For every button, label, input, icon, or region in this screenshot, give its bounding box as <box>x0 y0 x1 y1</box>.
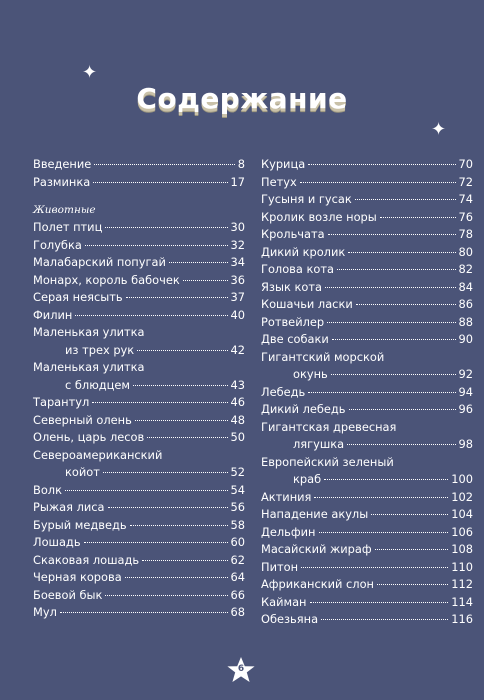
toc-entry-title: Боевой бык <box>33 587 103 602</box>
dot-leader <box>300 182 456 183</box>
dot-leader <box>337 269 456 270</box>
toc-entry-title: Обезьяна <box>261 612 319 626</box>
toc-entry-title: Голубка <box>33 237 82 252</box>
toc-entry-page: 104 <box>451 507 473 521</box>
toc-entry-page: 114 <box>451 594 473 609</box>
dot-leader <box>328 234 456 235</box>
star-icon: ✦ <box>431 119 447 140</box>
toc-entry <box>33 359 245 394</box>
toc-entry-title: Гигантский морской <box>261 349 385 364</box>
dot-leader <box>314 497 448 498</box>
toc-entry-title: Европейский зеленый <box>261 454 394 469</box>
toc-entry-title: Кошачьи ласки <box>261 297 353 311</box>
toc-entry-page: 98 <box>458 437 473 451</box>
toc-entry-title: Кролик возле норы <box>261 209 377 224</box>
toc-entry-title-continued: краб <box>293 472 322 486</box>
toc-entry <box>261 314 473 332</box>
toc-entry-title: Рыжая лиса <box>33 500 105 514</box>
toc-entry <box>261 559 473 577</box>
dot-leader <box>319 532 449 533</box>
toc-entry-page: 70 <box>458 157 473 171</box>
dot-leader <box>321 619 448 620</box>
toc-entry-title: Североамериканский <box>33 447 163 462</box>
toc-entry-page: 8 <box>237 157 245 171</box>
toc-entry-title: Курица <box>261 157 306 171</box>
contents-left-column <box>33 156 245 622</box>
toc-entry-title: Бурый медведь <box>33 517 127 532</box>
toc-entry <box>33 499 245 517</box>
dot-leader <box>183 280 228 281</box>
toc-entry <box>261 506 473 524</box>
dot-leader <box>135 420 228 421</box>
toc-entry <box>33 517 245 535</box>
dot-leader <box>75 315 227 316</box>
toc-entry-title: Дикий кролик <box>261 244 346 259</box>
dot-leader <box>380 217 456 218</box>
dot-leader <box>356 304 456 305</box>
toc-entry-page: 40 <box>230 307 245 322</box>
toc-entry <box>261 349 473 384</box>
toc-entry-page: 52 <box>230 465 245 479</box>
toc-entry <box>33 552 245 570</box>
toc-entry <box>261 454 473 489</box>
toc-entry <box>261 541 473 559</box>
animals-list <box>33 219 245 622</box>
toc-entry-title: Ротвейлер <box>261 314 325 329</box>
star-icon: ✦ <box>82 62 98 83</box>
dot-leader <box>377 584 448 585</box>
section-heading: Животные <box>33 204 96 216</box>
dot-leader <box>324 479 448 480</box>
toc-entry-title: Гусыня и гусак <box>261 192 352 206</box>
toc-entry-title: Крольчата <box>261 227 325 241</box>
toc-entry-page: 17 <box>230 174 245 189</box>
toc-entry-title: Тарантул <box>33 395 90 409</box>
toc-entry-page: 54 <box>230 482 245 497</box>
dot-leader <box>347 444 455 445</box>
toc-entry-title: Скаковая лошадь <box>33 552 140 567</box>
toc-entry-page: 94 <box>458 384 473 399</box>
toc-entry <box>33 156 245 174</box>
toc-entry-title: Африканский слон <box>261 577 374 591</box>
toc-entry <box>261 209 473 227</box>
toc-entry-title: Мул <box>33 605 57 619</box>
toc-entry-page: 74 <box>458 192 473 206</box>
dot-leader <box>147 437 227 438</box>
toc-entry-title: Масайский жираф <box>261 542 372 556</box>
toc-entry-page: 68 <box>230 605 245 619</box>
toc-entry-title-continued: койот <box>65 465 100 479</box>
toc-entry-title: Голова кота <box>261 262 334 276</box>
toc-entry-page: 32 <box>230 237 245 252</box>
toc-entry-title: Нападение акулы <box>261 507 369 521</box>
toc-entry-page: 76 <box>458 209 473 224</box>
toc-entry <box>33 289 245 307</box>
toc-entry-page: 78 <box>458 227 473 241</box>
toc-entry-page: 102 <box>451 489 473 504</box>
toc-entry-page: 58 <box>230 517 245 532</box>
dot-leader <box>93 182 227 183</box>
dot-leader <box>108 507 228 508</box>
toc-entry-page: 30 <box>230 220 245 234</box>
toc-entry <box>33 394 245 412</box>
dot-leader <box>126 297 228 298</box>
toc-entry-title-continued: из трех рук <box>65 342 135 357</box>
dot-leader <box>60 612 228 613</box>
toc-entry <box>33 219 245 237</box>
toc-entry-title: Малабарский попугай <box>33 255 166 269</box>
toc-entry-title: Маленькая улитка <box>33 325 145 339</box>
toc-entry-page: 108 <box>451 542 473 556</box>
toc-entry-title: Дикий лебедь <box>261 402 346 416</box>
dot-leader <box>301 567 448 568</box>
toc-entry-title-continued: лягушка <box>293 437 345 451</box>
dot-leader <box>375 549 449 550</box>
toc-entry-page: 84 <box>458 279 473 294</box>
toc-entry <box>261 296 473 314</box>
dot-leader <box>130 525 228 526</box>
toc-entry-title: Язык кота <box>261 279 322 294</box>
page-number: 6 <box>237 664 245 674</box>
intro-list <box>33 156 245 191</box>
toc-entry-title: Серая неясыть <box>33 290 123 304</box>
toc-entry-page: 72 <box>458 174 473 189</box>
dot-leader <box>133 385 227 386</box>
dot-leader <box>355 199 456 200</box>
toc-entry <box>261 611 473 629</box>
toc-entry-title: Лошадь <box>33 535 81 549</box>
toc-entry-page: 112 <box>451 577 473 591</box>
toc-entry-page: 116 <box>451 612 473 626</box>
toc-entry-title: Гигантская древесная <box>261 419 397 434</box>
toc-entry-title: Актиния <box>261 489 312 504</box>
toc-entry-page: 86 <box>458 297 473 311</box>
dot-leader <box>308 164 455 165</box>
dot-leader <box>105 595 227 596</box>
toc-entry-page: 42 <box>230 342 245 357</box>
toc-entry <box>261 191 473 209</box>
toc-entry <box>33 447 245 482</box>
toc-entry <box>33 482 245 500</box>
toc-entry <box>33 254 245 272</box>
toc-entry-page: 48 <box>230 412 245 427</box>
toc-entry <box>261 174 473 192</box>
toc-entry-page: 110 <box>451 559 473 574</box>
toc-entry-page: 106 <box>451 524 473 539</box>
toc-entry-page: 66 <box>230 587 245 602</box>
toc-entry <box>261 261 473 279</box>
dot-leader <box>84 542 228 543</box>
dot-leader <box>327 322 455 323</box>
toc-entry <box>261 594 473 612</box>
toc-entry <box>33 237 245 255</box>
toc-entry <box>261 576 473 594</box>
toc-entry-page: 34 <box>230 255 245 269</box>
dot-leader <box>371 514 448 515</box>
toc-entry <box>261 279 473 297</box>
toc-entry-page: 80 <box>458 244 473 259</box>
dot-leader <box>310 602 449 603</box>
toc-entry-title: Маленькая улитка <box>33 360 145 374</box>
toc-entry <box>261 419 473 454</box>
dot-leader <box>142 560 227 561</box>
dot-leader <box>332 339 456 340</box>
toc-entry-page: 90 <box>458 332 473 346</box>
toc-entry-title-continued: с блюдцем <box>65 377 131 392</box>
dot-leader <box>137 350 227 351</box>
dot-leader <box>125 577 228 578</box>
toc-entry <box>33 569 245 587</box>
toc-entry-title: Черная корова <box>33 570 122 584</box>
toc-entry-title: Филин <box>33 307 73 322</box>
animals-list-continued <box>261 156 473 629</box>
toc-entry-page: 92 <box>458 367 473 381</box>
toc-entry-title: Лебедь <box>261 384 306 399</box>
toc-entry-title: Разминка <box>33 174 91 189</box>
toc-entry <box>33 174 245 192</box>
toc-entry-title-continued: окунь <box>293 367 328 381</box>
dot-leader <box>169 262 228 263</box>
toc-entry <box>261 401 473 419</box>
dot-leader <box>65 490 228 491</box>
toc-entry <box>261 384 473 402</box>
toc-entry-title: Полет птиц <box>33 220 103 234</box>
page-title: Содержание <box>136 82 348 115</box>
toc-entry <box>261 156 473 174</box>
toc-entry <box>261 489 473 507</box>
toc-entry <box>261 524 473 542</box>
toc-entry-page: 50 <box>230 430 245 444</box>
toc-entry <box>33 534 245 552</box>
toc-entry-page: 43 <box>230 377 245 392</box>
toc-entry-page: 37 <box>230 290 245 304</box>
dot-leader <box>348 252 455 253</box>
toc-entry-title: Петух <box>261 174 297 189</box>
toc-entry-title: Монарх, король бабочек <box>33 272 180 287</box>
toc-entry-title: Дельфин <box>261 524 316 539</box>
toc-entry <box>33 604 245 622</box>
toc-entry <box>33 272 245 290</box>
dot-leader <box>103 472 228 473</box>
toc-entry <box>33 429 245 447</box>
dot-leader <box>85 245 228 246</box>
dot-leader <box>94 164 234 165</box>
toc-entry-page: 56 <box>230 500 245 514</box>
toc-entry <box>261 244 473 262</box>
dot-leader <box>308 392 455 393</box>
toc-entry-page: 82 <box>458 262 473 276</box>
toc-entry <box>33 412 245 430</box>
toc-entry-page: 88 <box>458 314 473 329</box>
dot-leader <box>105 227 227 228</box>
dot-leader <box>325 287 456 288</box>
toc-entry-title: Введение <box>33 157 92 171</box>
toc-entry-page: 62 <box>230 552 245 567</box>
toc-entry-title: Две собаки <box>261 332 329 346</box>
toc-entry <box>33 587 245 605</box>
contents-right-column <box>261 156 473 629</box>
toc-entry-page: 96 <box>458 402 473 416</box>
toc-entry-title: Кайман <box>261 594 307 609</box>
toc-entry <box>261 226 473 244</box>
page-number-badge <box>226 656 256 686</box>
dot-leader <box>349 409 456 410</box>
toc-entry <box>261 331 473 349</box>
toc-entry-page: 60 <box>230 535 245 549</box>
toc-entry-title: Олень, царь лесов <box>33 430 145 444</box>
toc-entry-title: Питон <box>261 559 299 574</box>
toc-entry-page: 64 <box>230 570 245 584</box>
toc-entry-page: 36 <box>230 272 245 287</box>
dot-leader <box>331 374 456 375</box>
toc-entry-title: Северный олень <box>33 412 132 427</box>
toc-entry <box>33 307 245 325</box>
toc-entry <box>33 324 245 359</box>
dot-leader <box>92 402 227 403</box>
toc-entry-title: Волк <box>33 482 62 497</box>
toc-entry-page: 46 <box>230 395 245 409</box>
toc-entry-page: 100 <box>451 472 473 486</box>
